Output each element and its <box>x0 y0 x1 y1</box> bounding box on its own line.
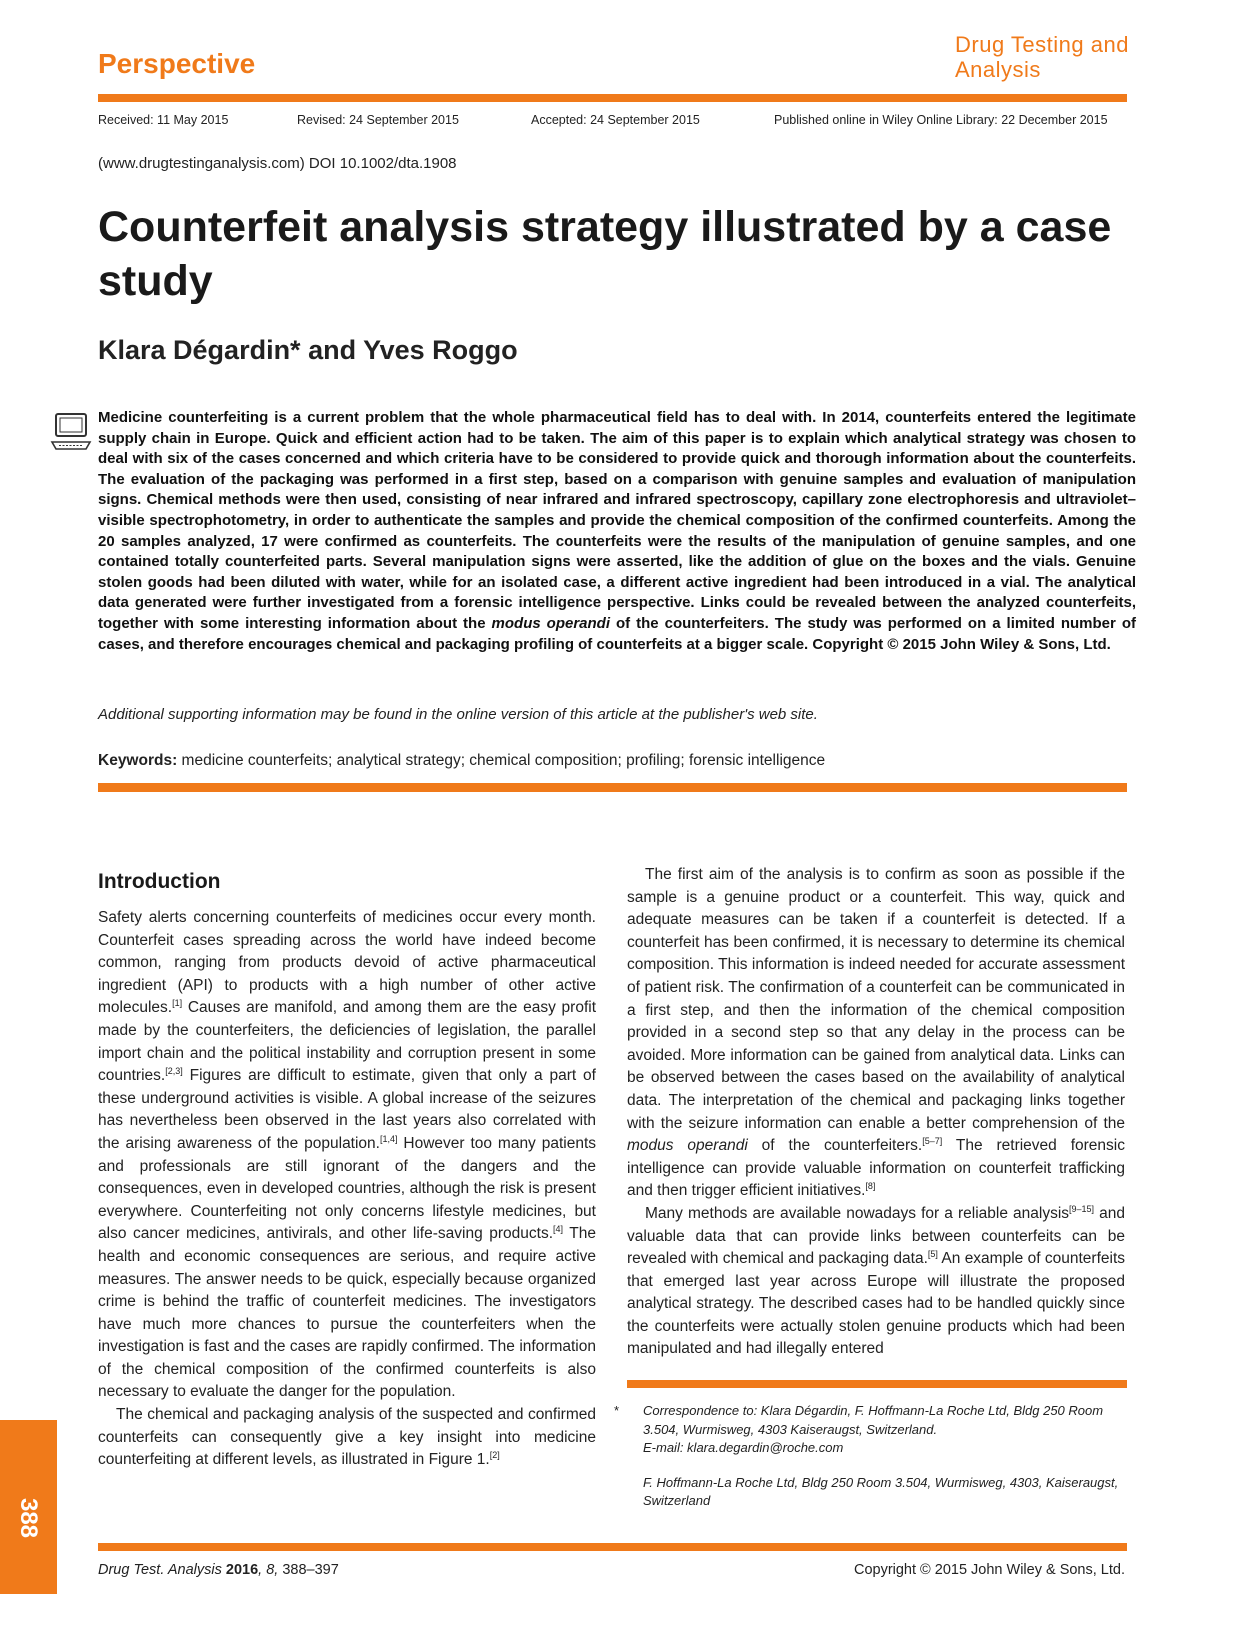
article-title: Counterfeit analysis strategy illustrated by a case study <box>98 203 1112 305</box>
abstract-italic: modus operandi <box>491 614 611 632</box>
page-number: 388 <box>15 1497 42 1539</box>
abstract-rule <box>98 783 1127 792</box>
correspondence-footnote <box>614 1402 1127 1511</box>
citation: [9–15] <box>1069 1203 1095 1214</box>
intro-paragraph-4: Many methods are available nowadays for a reliable analysis[9–15] and valuable data that can provide links between counterfeits can be revealed with chemical and packaging data.[5] An example of counterfeits that emerged last year across Europe will illustrate the proposed analytical strategy. The described cases had to be handled quickly since the counterfeits were actually stolen genuine products which had been manipulated and had illegally entered <box>627 1203 1126 1358</box>
accepted-date: Accepted: 24 September 2015 <box>531 113 700 127</box>
citation: [8] <box>865 1181 876 1192</box>
intro-paragraph-1: Safety alerts concerning counterfeits of medicines occur every month. Counterfeit cases spreading across the world have indeed become common, ranging from products devoid of active pharmaceutical ingredient (API) to products with a high number of other active molecules.[1] Causes are manifold, and among them are the easy profit made by the counterfeiters, the deficiencies of legislation, the parallel import chain and the political instability and corruption present in some countries.[2,3] Figures are difficult to estimate, given that only a part of these underground activities is visible. A global increase of the seizures has nevertheless been observed in the last years also correlated with the arising awareness of the population.[1,4] However too many patients and professionals are still ignorant of the dangers and the consequences, even in developed countries, although the risk is present everywhere. Counterfeiting not only concerns lifestyle medicines, but also cancer medicines, antivirals, and other life-saving products.[4] The health and economic consequences are serious, and require active measures. The answer needs to be quick, especially because organized crime is behind the traffic of counterfeit medicines. The investigators have much more chances to pursue the counterfeiters when the investigation is fast and the cases are rapidly confirmed. The information of the chemical composition of the confirmed counterfeits is also necessary to evaluate the danger for the population. <box>98 909 596 1401</box>
citation: [2,3] <box>165 1066 183 1076</box>
correspondence-email: E-mail: klara.degardin@roche.com <box>643 1440 844 1455</box>
authors: Klara Dégardin* and Yves Roggo <box>98 335 518 365</box>
footnote-rule <box>627 1380 1127 1388</box>
abstract-text-1: Medicine counterfeiting is a current problem that the whole pharmaceutical field has to deal with. In 2014, counterfeits entered the legitimate supply chain in Europe. Quick and efficient action had to be taken. The aim of this paper is to explain which analytical strategy was chosen to deal with six of the cases concerned and which criteria have to be considered to provide quick and thorough information about the counterfeits. The evaluation of the packaging was performed in a first step, based on a comparison with genuine samples and evaluation of manipulation signs. Chemical methods were then used, consisting of near infrared and infrared spectroscopy, capillary zone electrophoresis and ultraviolet–visible spectrophotometry, in order to authenticate the samples and provide the chemical composition of the confirmed counterfeits. Among the 20 samples analyzed, 17 were confirmed as counterfeits. The counterfeits were the results of the manipulation of genuine samples, and one contained totally counterfeited parts. Several manipulation signs were asserted, like the addition of glue on the boxes and the vials. Genuine stolen goods had been diluted with water, while for an isolated case, a different active ingredient had been introduced in a vial. The analytical data generated were further investigated from a forensic intelligence perspective. Links could be revealed between the analyzed counterfeits, together with some interesting information about the <box>98 409 1136 632</box>
revised-date: Revised: 24 September 2015 <box>297 113 459 127</box>
doi-line: (www.drugtestinganalysis.com) DOI 10.1002/dta.1908 <box>98 155 457 172</box>
supporting-info-note: Additional supporting information may be found in the online version of this article at the publisher's web site. <box>98 706 818 723</box>
section-label: Perspective <box>98 48 256 79</box>
citation: [1] <box>172 998 183 1009</box>
keywords-label: Keywords: <box>98 752 178 769</box>
keywords-text: medicine counterfeits; analytical strategy; chemical composition; profiling; forensic intelligence <box>177 752 826 769</box>
abstract-text-2: of the counterfeiters. The study was performed on a limited number of cases, and therefore encourages chemical and packaging profiling of counterfeits at a bigger scale. Copyright © 2015 John Wiley & Sons, Ltd. <box>98 614 1136 653</box>
footer-citation: Drug Test. Analysis 2016, 8, 388–397 <box>98 1562 339 1578</box>
right-column <box>627 864 1125 1361</box>
introduction-heading: Introduction <box>98 870 221 893</box>
footer-copyright: Copyright © 2015 John Wiley & Sons, Ltd. <box>853 1562 1125 1578</box>
received-date: Received: 11 May 2015 <box>98 113 229 127</box>
footnote-star: * <box>614 1403 620 1418</box>
citation: [4] <box>553 1224 564 1235</box>
journal-name: Drug Testing and Analysis <box>955 32 1129 82</box>
intro-paragraph-2: The chemical and packaging analysis of the suspected and confirmed counterfeits can consequently give a key insight into medicine counterfeiting at different levels, as illustrated in Figure 1.[2] <box>98 1406 596 1469</box>
citation: [1,4] <box>379 1133 398 1144</box>
laptop-icon <box>50 412 92 452</box>
abstract <box>98 408 1136 655</box>
citation: [5–7] <box>922 1135 943 1146</box>
correspondence-text: Correspondence to: Klara Dégardin, F. Hoffmann-La Roche Ltd, Bldg 250 Room 3.504, Wurmisweg, 4303 Kaiseraugst, Switzerland. <box>643 1403 1104 1437</box>
left-column <box>98 907 596 1472</box>
affiliation: F. Hoffmann-La Roche Ltd, Bldg 250 Room 3.504, Wurmisweg, 4303, Kaiseraugst, Switzerland <box>643 1474 1119 1508</box>
keywords <box>98 752 825 770</box>
citation: [2] <box>489 1450 500 1461</box>
header-rule <box>98 94 1127 102</box>
citation: [5] <box>927 1248 938 1259</box>
footer-rule <box>98 1543 1127 1551</box>
published-date: Published online in Wiley Online Library: 22 December 2015 <box>774 113 1108 127</box>
intro-paragraph-3: The first aim of the analysis is to confirm as soon as possible if the sample is a genuine product or a counterfeit. This way, quick and adequate measures can be taken if a counterfeit is detected. If a counterfeit has been confirmed, it is necessary to determine its chemical composition. This information is indeed needed for accurate assessment of patient risk. The confirmation of a counterfeit can be communicated in a first step, and then the information of the chemical composition provided in a second step so that any delay in the process can be avoided. More information can be gained from analytical data. Links can be observed between the cases based on the availability of analytical data. The interpretation of the chemical and packaging links together with the seizure information can enable a better comprehension of the modus operandi of the counterfeiters.[5–7] The retrieved forensic intelligence can provide valuable information on counterfeit trafficking and then trigger efficient initiatives.[8] <box>627 866 1125 1200</box>
